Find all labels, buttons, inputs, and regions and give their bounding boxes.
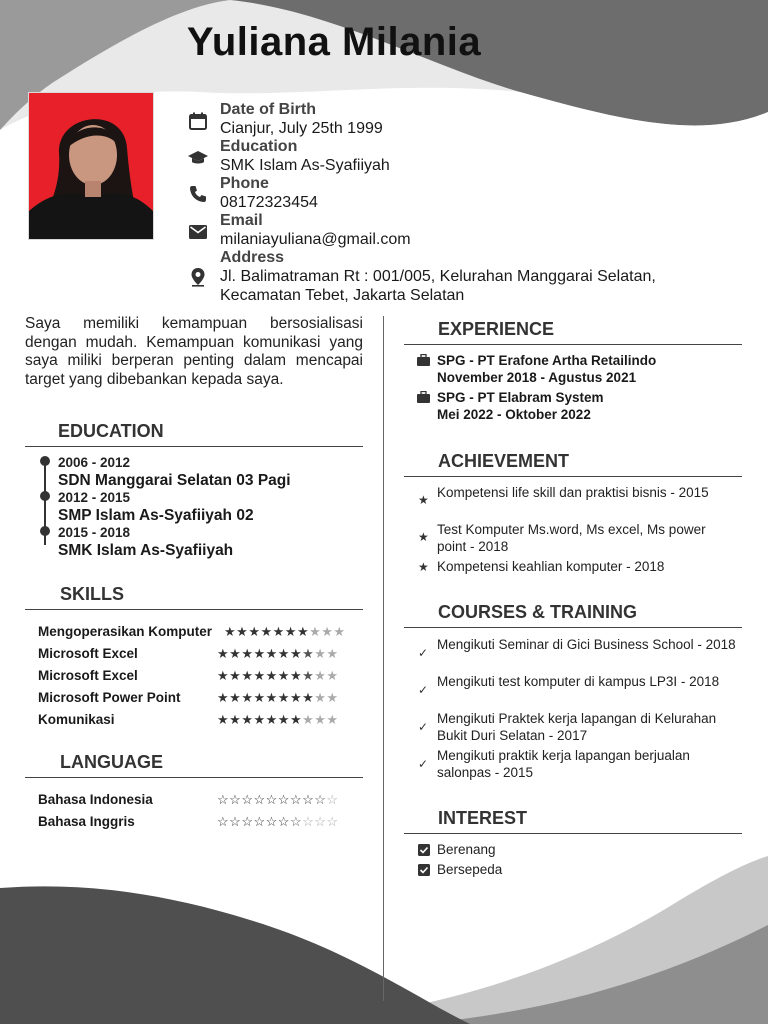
dob-value: Cianjur, July 25th 1999	[220, 120, 383, 137]
rating-star-icon: ★	[229, 668, 242, 683]
briefcase-icon	[417, 391, 430, 403]
rating-star-icon: ★	[314, 690, 327, 705]
language-1-name: Bahasa Indonesia	[38, 792, 153, 807]
rating-star-icon: ☆	[253, 814, 266, 829]
language-1-rating	[217, 793, 339, 807]
rating-star-icon: ★	[326, 646, 339, 661]
skill-4-rating	[217, 691, 339, 705]
course-2: Mengikuti test komputer di kampus LP3I - 2018	[437, 674, 720, 689]
experience-1-period: November 2018 - Agustus 2021	[437, 370, 637, 385]
column-divider	[383, 316, 384, 1001]
rating-star-icon: ★	[265, 690, 278, 705]
courses-rule	[404, 627, 742, 628]
rating-star-icon: ☆	[241, 814, 254, 829]
education-item-2-years: 2012 - 2015	[58, 490, 131, 505]
rating-star-icon: ☆	[302, 814, 315, 829]
rating-star-icon: ★	[229, 690, 242, 705]
education-item-3-years: 2015 - 2018	[58, 525, 131, 540]
rating-star-icon: ★	[253, 668, 266, 683]
skill-2-name: Microsoft Excel	[38, 646, 138, 661]
rating-star-icon: ☆	[241, 792, 254, 807]
rating-star-icon: ☆	[314, 814, 327, 829]
rating-star-icon: ★	[253, 712, 266, 727]
location-pin-icon	[188, 267, 208, 287]
rating-star-icon: ★	[253, 690, 266, 705]
achievement-1: Kompetensi life skill dan praktisi bisnis - 2015	[437, 485, 709, 500]
rating-star-icon: ★	[289, 668, 303, 683]
rating-star-icon: ★	[314, 646, 327, 661]
rating-star-icon: ★	[321, 624, 334, 639]
rating-star-icon: ★	[241, 668, 254, 683]
rating-star-icon: ★	[253, 646, 266, 661]
rating-star-icon: ☆	[289, 814, 303, 829]
rating-star-icon: ★	[277, 690, 290, 705]
star-icon: ★	[418, 530, 429, 544]
interest-rule	[404, 833, 742, 834]
course-1: Mengikuti Seminar di Gici Business School - 2018	[437, 637, 736, 652]
education-label: Education	[220, 138, 298, 155]
rating-star-icon: ☆	[326, 792, 339, 807]
profile-summary: Saya memiliki kemampuan bersosialisasi dengan mudah. Kemampuan komunikasi yang saya miliki berperan penting dalam mencapai target yang dibebankan kepada saya.	[25, 315, 363, 388]
rating-star-icon: ★	[326, 712, 339, 727]
rating-star-icon: ☆	[217, 814, 230, 829]
rating-star-icon: ★	[217, 712, 230, 727]
rating-star-icon: ★	[289, 646, 303, 661]
language-rule	[25, 777, 363, 778]
profile-photo	[28, 92, 154, 240]
experience-1-role: SPG - PT Erafone Artha Retailindo	[437, 353, 657, 368]
education-value: SMK Islam As-Syafiiyah	[220, 157, 390, 174]
rating-star-icon: ☆	[302, 792, 315, 807]
education-item-2-school: SMP Islam As-Syafiiyah 02	[58, 507, 254, 524]
checkmark-icon: ✓	[418, 757, 429, 771]
rating-star-icon: ★	[265, 712, 278, 727]
interest-1: Berenang	[437, 842, 496, 857]
rating-star-icon: ★	[284, 624, 297, 639]
skill-1-name: Mengoperasikan Komputer	[38, 624, 213, 639]
rating-star-icon: ☆	[314, 792, 327, 807]
rating-star-icon: ★	[277, 646, 290, 661]
rating-star-icon: ★	[296, 624, 310, 639]
star-icon: ★	[418, 493, 429, 507]
rating-star-icon: ★	[241, 690, 254, 705]
rating-star-icon: ★	[302, 668, 315, 683]
course-4: Mengikuti praktik kerja lapangan berjualan salonpas - 2015	[437, 748, 690, 780]
rating-star-icon: ★	[277, 668, 290, 683]
rating-star-icon: ★	[333, 624, 346, 639]
skill-1-rating	[224, 625, 346, 639]
rating-star-icon: ★	[289, 712, 303, 727]
skill-5-name: Komunikasi	[38, 712, 115, 727]
education-item-3-school: SMK Islam As-Syafiiyah	[58, 542, 234, 559]
courses-section-title: COURSES & TRAINING	[438, 602, 638, 622]
phone-label: Phone	[220, 175, 269, 192]
rating-star-icon: ★	[302, 712, 315, 727]
rating-star-icon: ★	[241, 646, 254, 661]
interest-section-title: INTEREST	[438, 808, 528, 828]
experience-2-period: Mei 2022 - Oktober 2022	[437, 407, 591, 422]
education-item-1-years: 2006 - 2012	[58, 455, 131, 470]
checkmark-icon: ✓	[418, 720, 429, 734]
experience-2-role: SPG - PT Elabram System	[437, 390, 604, 405]
rating-star-icon: ★	[272, 624, 285, 639]
achievement-rule	[404, 476, 742, 477]
education-timeline	[36, 455, 54, 545]
rating-star-icon: ☆	[217, 792, 230, 807]
briefcase-icon	[417, 354, 430, 366]
envelope-icon	[188, 222, 208, 242]
rating-star-icon: ★	[217, 668, 230, 683]
achievement-2: Test Komputer Ms.word, Ms excel, Ms power point - 2018	[437, 522, 706, 554]
rating-star-icon: ★	[326, 668, 339, 683]
rating-star-icon: ★	[309, 624, 322, 639]
star-icon: ★	[418, 560, 429, 574]
rating-star-icon: ★	[229, 712, 242, 727]
checkmark-icon: ✓	[418, 683, 429, 697]
rating-star-icon: ☆	[277, 792, 290, 807]
achievement-section-title: ACHIEVEMENT	[438, 451, 570, 471]
rating-star-icon: ★	[265, 646, 278, 661]
email-label: Email	[220, 212, 263, 229]
experience-rule	[404, 344, 742, 345]
skill-5-rating	[217, 713, 339, 727]
rating-star-icon: ★	[314, 668, 327, 683]
rating-star-icon: ☆	[229, 792, 242, 807]
address-line-2: Kecamatan Tebet, Jakarta Selatan	[220, 287, 465, 304]
rating-star-icon: ★	[277, 712, 290, 727]
rating-star-icon: ☆	[265, 814, 278, 829]
rating-star-icon: ★	[265, 668, 278, 683]
skill-3-name: Microsoft Excel	[38, 668, 138, 683]
language-2-rating	[217, 815, 339, 829]
rating-star-icon: ☆	[289, 792, 303, 807]
rating-star-icon: ☆	[277, 814, 290, 829]
rating-star-icon: ★	[289, 690, 303, 705]
rating-star-icon: ★	[224, 624, 237, 639]
checkbox-icon	[418, 864, 430, 876]
rating-star-icon: ★	[217, 690, 230, 705]
rating-star-icon: ★	[217, 646, 230, 661]
graduation-cap-icon	[188, 148, 208, 168]
address-line-1: Jl. Balimatraman Rt : 001/005, Kelurahan Manggarai Selatan,	[220, 268, 656, 285]
checkmark-icon: ✓	[418, 646, 429, 660]
rating-star-icon: ★	[229, 646, 242, 661]
rating-star-icon: ★	[302, 690, 315, 705]
education-item-1-school: SDN Manggarai Selatan 03 Pagi	[58, 472, 291, 489]
rating-star-icon: ★	[314, 712, 327, 727]
interest-2: Bersepeda	[437, 862, 503, 877]
skills-section-title: SKILLS	[60, 584, 125, 604]
rating-star-icon: ★	[248, 624, 261, 639]
achievement-3: Kompetensi keahlian komputer - 2018	[437, 559, 665, 574]
calendar-icon	[188, 111, 208, 131]
address-label: Address	[220, 249, 285, 266]
education-rule	[25, 446, 363, 447]
rating-star-icon: ★	[302, 646, 315, 661]
rating-star-icon: ★	[236, 624, 249, 639]
language-2-name: Bahasa Inggris	[38, 814, 135, 829]
email-value: milaniayuliana@gmail.com	[220, 231, 411, 248]
rating-star-icon: ★	[241, 712, 254, 727]
experience-section-title: EXPERIENCE	[438, 319, 555, 339]
skill-4-name: Microsoft Power Point	[38, 690, 181, 705]
rating-star-icon: ★	[326, 690, 339, 705]
rating-star-icon: ★	[260, 624, 273, 639]
skills-rule	[25, 609, 363, 610]
education-section-title: EDUCATION	[58, 421, 164, 441]
checkbox-icon	[418, 844, 430, 856]
course-3: Mengikuti Praktek kerja lapangan di Kelurahan Bukit Duri Selatan - 2017	[437, 711, 717, 743]
rating-star-icon: ☆	[326, 814, 339, 829]
phone-icon	[188, 184, 208, 204]
language-section-title: LANGUAGE	[60, 752, 163, 772]
rating-star-icon: ☆	[265, 792, 278, 807]
skill-2-rating	[217, 647, 339, 661]
rating-star-icon: ☆	[253, 792, 266, 807]
phone-value: 08172323454	[220, 194, 318, 211]
skill-3-rating	[217, 669, 339, 683]
candidate-name: Yuliana Milania	[186, 20, 482, 64]
rating-star-icon: ☆	[229, 814, 242, 829]
dob-label: Date of Birth	[220, 101, 316, 118]
